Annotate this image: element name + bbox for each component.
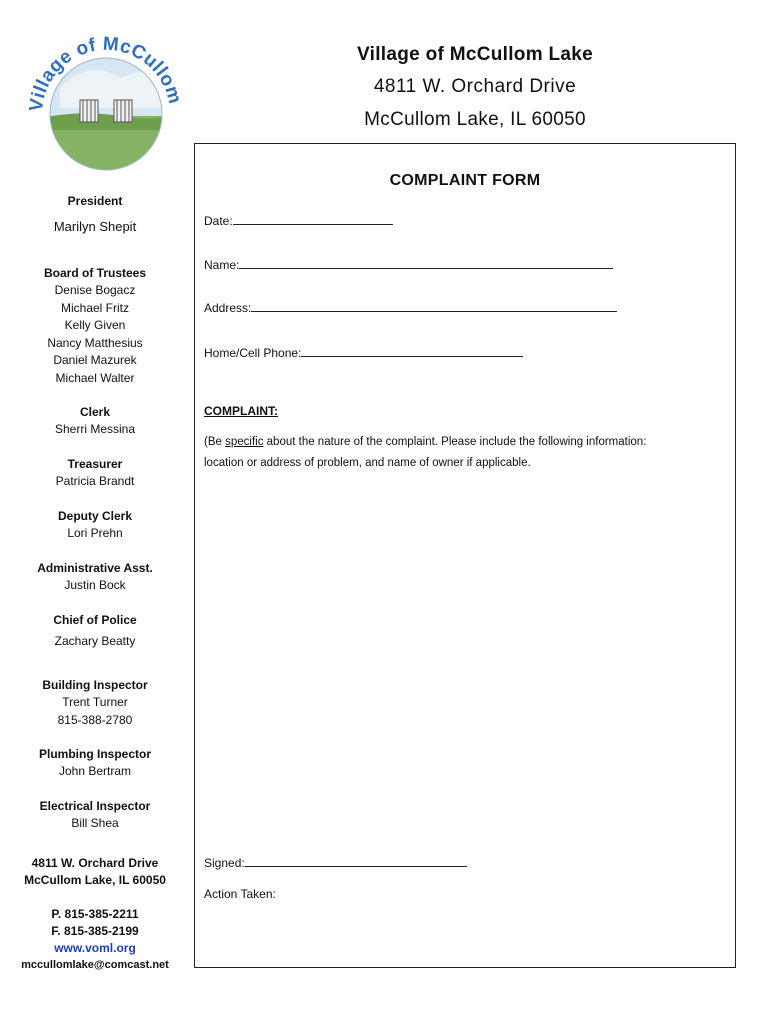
admin-heading: Administrative Asst. (37, 561, 153, 575)
deputy-clerk-name: Lori Prehn (67, 526, 123, 540)
building-heading: Building Inspector (42, 678, 148, 692)
logo-arc-text: Village of McCullom (25, 33, 186, 113)
note-emphasis: specific (225, 436, 264, 448)
sidebar-contact (10, 855, 180, 974)
name-input-line[interactable] (239, 257, 613, 269)
sidebar-electrical (10, 798, 180, 833)
village-logo-graphic (20, 18, 192, 190)
sidebar-admin (10, 560, 180, 595)
sidebar-building (10, 677, 180, 729)
trustee-name: Michael Fritz (60, 300, 129, 315)
electrical-name: Bill Shea (71, 816, 119, 830)
header-address-street: 4811 W. Orchard Drive (373, 76, 577, 97)
trustees-heading: Board of Trustees (43, 266, 147, 280)
admin-name: Justin Bock (64, 578, 126, 592)
date-field[interactable] (204, 213, 393, 228)
sidebar-treasurer (10, 456, 180, 491)
sidebar-deputy-clerk (10, 508, 180, 543)
phone-label: Home/Cell Phone: (204, 346, 302, 360)
sidebar-address-city: McCullom Lake, IL 60050 (24, 873, 166, 887)
treasurer-heading: Treasurer (67, 457, 123, 471)
building-name: Trent Turner (62, 695, 128, 709)
date-label: Date: (204, 214, 233, 228)
complaint-instructions-line2: location or address of problem, and name of owner if applicable. (204, 457, 531, 469)
police-heading: Chief of Police (53, 613, 137, 627)
email-address: mccullomlake@comcast.net (21, 959, 169, 971)
trustee-name: Michael Walter (55, 370, 135, 385)
name-field[interactable] (204, 257, 613, 272)
village-title: Village of McCullom Lake (357, 44, 593, 65)
phone-input-line[interactable] (301, 345, 523, 357)
complaint-instructions (204, 436, 646, 448)
trustee-name: Denise Bogacz (54, 283, 136, 297)
phone-field[interactable] (204, 345, 523, 360)
plumbing-heading: Plumbing Inspector (38, 747, 151, 761)
sidebar-trustees (10, 265, 180, 387)
clerk-heading: Clerk (79, 405, 111, 419)
clerk-name: Sherri Messina (54, 422, 136, 436)
trustee-name: Kelly Given (64, 318, 126, 332)
police-name: Zachary Beatty (54, 634, 136, 648)
address-field[interactable] (204, 300, 617, 315)
treasurer-name: Patricia Brandt (55, 474, 135, 488)
address-label: Address: (204, 301, 252, 315)
action-taken-label: Action Taken: (204, 887, 276, 901)
website-link[interactable]: www.voml.org (54, 941, 136, 955)
form-title: COMPLAINT FORM (389, 172, 541, 189)
date-input-line[interactable] (233, 213, 393, 225)
deputy-clerk-heading: Deputy Clerk (57, 509, 133, 523)
complaint-heading: COMPLAINT: (204, 404, 278, 418)
sidebar-clerk (10, 404, 180, 439)
trustee-name: Daniel Mazurek (53, 353, 137, 367)
complaint-text-area[interactable] (200, 480, 730, 845)
address-input-line[interactable] (251, 300, 617, 312)
name-label: Name: (204, 258, 240, 272)
sidebar-police (10, 612, 180, 651)
signed-field[interactable] (204, 855, 467, 870)
sidebar-address-street: 4811 W. Orchard Drive (31, 856, 159, 870)
building-phone: 815-388-2780 (57, 712, 133, 727)
plumbing-name: John Bertram (58, 764, 132, 778)
village-logo (20, 18, 192, 190)
note-prefix: (Be (204, 436, 226, 448)
sidebar-phone: P. 815-385-2211 (51, 907, 139, 921)
header-address-city: McCullom Lake, IL 60050 (364, 109, 586, 130)
signed-label: Signed: (204, 856, 245, 870)
president-name: Marilyn Shepit (53, 219, 137, 234)
trustee-name: Nancy Matthesius (47, 335, 143, 350)
electrical-heading: Electrical Inspector (39, 799, 151, 813)
sidebar-fax: F. 815-385-2199 (51, 924, 139, 938)
signed-input-line[interactable] (245, 855, 467, 867)
president-heading: President (67, 194, 123, 208)
note-rest: about the nature of the complaint. Please include the following information: (263, 436, 647, 448)
sidebar-plumbing (10, 746, 180, 781)
sidebar-president (10, 193, 180, 236)
